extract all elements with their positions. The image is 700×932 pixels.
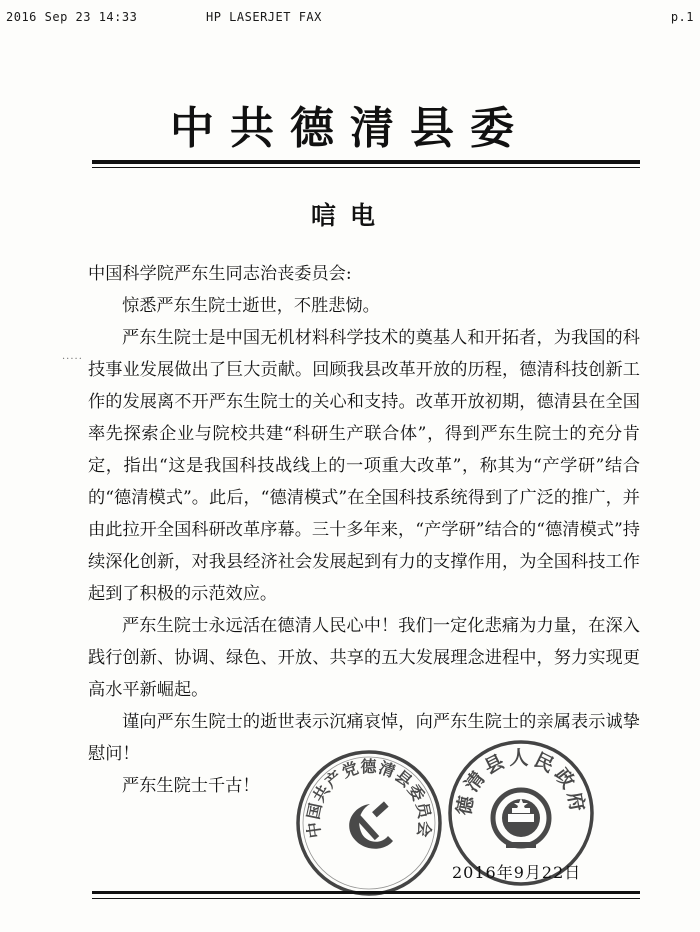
national-emblem-icon	[493, 790, 549, 848]
paragraph-mourning: 谨向严东生院士的逝世表示沉痛哀悼，向严东生院士的亲属表示诚挚慰问！	[88, 712, 640, 764]
party-seal-text: 中国共产党德清县委员会	[303, 757, 435, 840]
signature-date: 2016年9月22日	[452, 863, 582, 882]
recipient-line: 中国科学院严东生同志治丧委员会:	[88, 264, 352, 284]
header-rule-thin	[92, 167, 640, 168]
fax-device-name: HP LASERJET FAX	[206, 10, 322, 24]
fax-timestamp: 2016 Sep 23 14:33	[6, 10, 138, 24]
letter-body	[88, 258, 640, 802]
organization-heading: 中共德清县委	[170, 103, 530, 154]
fax-page-number: p.1	[670, 10, 694, 24]
fax-header	[6, 10, 694, 30]
document-title: 唁电	[310, 201, 389, 230]
hammer-sickle-icon	[349, 801, 393, 848]
scan-speck: ·····	[62, 354, 83, 365]
paragraph-condolence: 惊悉严东生院士逝世，不胜悲恸。	[122, 296, 380, 316]
header-rule-thick	[92, 160, 640, 164]
footer-rule-thin	[92, 898, 640, 899]
government-seal-text: 德清县人民政府	[453, 747, 589, 818]
paragraph-contribution: 严东生院士是中国无机材料科学技术的奠基人和开拓者，为我国的科技事业发展做出了巨大贡献。回顾我县改革开放的历程，德清科技创新工作的发展离不开严东生院士的关心和支持。改革开放初期，德清县在全国率先探索企业与院校共建“科研生产联合体”，得到严东生院士的充分肯定，指出“这是我国科技战线上的一项重大改革”，称其为“产学研”结合的“德清模式”。此后，“德清模式”在全国科技系统得到了广泛的推广，并由此拉开全国科研改革序幕。三十多年来，“产学研”结合的“德清模式”持续深化创新，对我县经济社会发展起到有力的支撑作用，为全国科技工作起到了积极的示范效应。	[88, 328, 640, 604]
paragraph-commitment: 严东生院士永远活在德清人民心中！我们一定化悲痛为力量，在深入践行创新、协调、绿色、开放、共享的五大发展理念进程中，努力实现更高水平新崛起。	[88, 616, 640, 700]
footer-rule-thick	[92, 891, 640, 894]
party-committee-seal	[294, 748, 444, 898]
paragraph-farewell: 严东生院士千古！	[122, 776, 260, 796]
